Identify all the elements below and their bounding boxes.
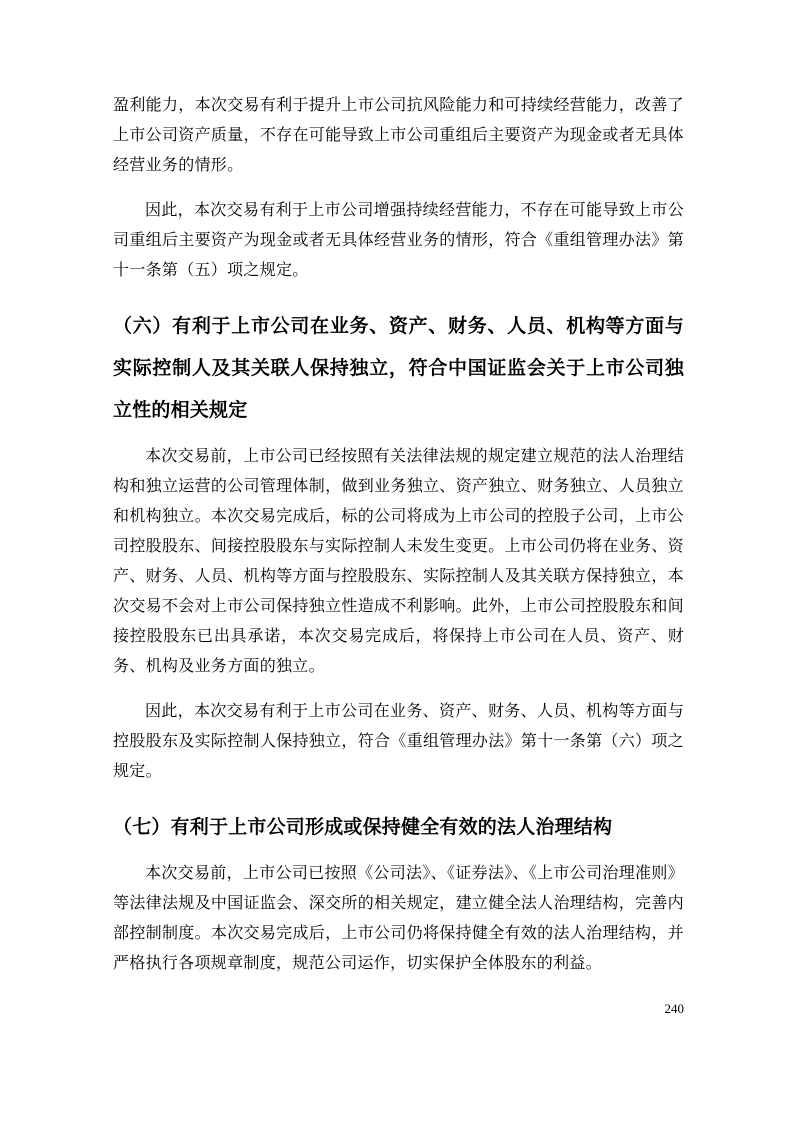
page-content	[113, 91, 684, 994]
page-number: 240	[664, 1001, 684, 1016]
body-paragraph: 本次交易前，上市公司已按照《公司法》、《证券法》、《上市公司治理准则》等法律法规及中国证监会、深交所的相关规定，建立健全法人治理结构，完善内部控制制度。本次交易完成后，上市公司仍将保持健全有效的法人治理结构，并严格执行各项规章制度，规范公司运作，切实保护全体股东的利益。	[113, 865, 684, 972]
section-heading-7: （七）有利于上市公司形成或保持健全有效的法人治理结构	[113, 817, 613, 838]
section-heading-6: （六）有利于上市公司在业务、资产、财务、人员、机构等方面与实际控制人及其关联人保持独立，符合中国证监会关于上市公司独立性的相关规定	[113, 316, 684, 421]
body-paragraph: 因此，本次交易有利于上市公司在业务、资产、财务、人员、机构等方面与控股股东及实际控制人保持独立，符合《重组管理办法》第十一条第（六）项之规定。	[113, 703, 684, 780]
body-paragraph: 本次交易前，上市公司已经按照有关法律法规的规定建立规范的法人治理结构和独立运营的公司管理体制，做到业务独立、资产独立、财务独立、人员独立和机构独立。本次交易完成后，标的公司将成为上市公司的控股子公司，上市公司控股股东、间接控股股东与实际控制人未发生变更。上市公司仍将在业务、资产、财务、人员、机构等方面与控股股东、实际控制人及其关联方保持独立，本次交易不会对上市公司保持独立性造成不利影响。此外，上市公司控股股东和间接控股股东已出具承诺，本次交易完成后，将保持上市公司在人员、资产、财务、机构及业务方面的独立。	[113, 448, 684, 675]
body-paragraph: 盈利能力，本次交易有利于提升上市公司抗风险能力和可持续经营能力，改善了上市公司资产质量，不存在可能导致上市公司重组后主要资产为现金或者无具体经营业务的情形。	[113, 97, 684, 174]
body-paragraph: 因此，本次交易有利于上市公司增强持续经营能力，不存在可能导致上市公司重组后主要资产为现金或者无具体经营业务的情形，符合《重组管理办法》第十一条第（五）项之规定。	[113, 202, 684, 279]
